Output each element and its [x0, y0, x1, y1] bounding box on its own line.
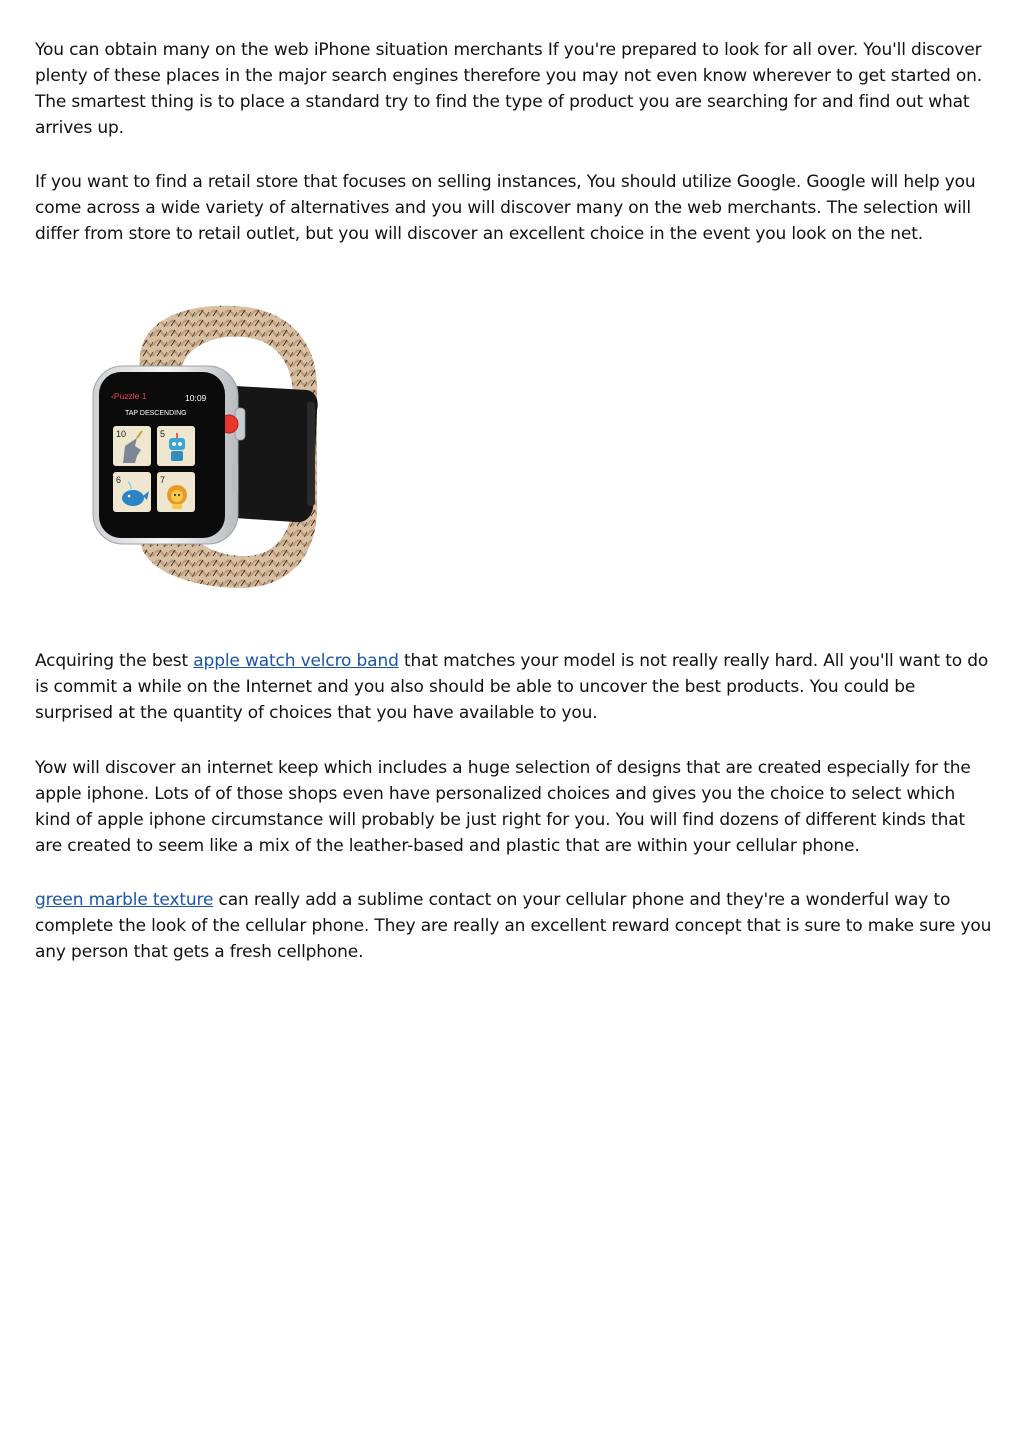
paragraph-2: If you want to find a retail store that focuses on selling instances, You should utilize Google. Google will help you come across a wide variety of alternatives and you will discover many on the web merchants. The selection will differ from store to retail outlet, but you will discover an excellent choice in the event you look on the net. — [35, 172, 976, 244]
svg-text:7: 7 — [160, 475, 166, 485]
svg-text:6: 6 — [116, 475, 122, 485]
watch-back-label: ‹Puzzle 1 — [111, 391, 147, 401]
puzzle-tile-7 — [157, 472, 195, 512]
watch-instruction: TAP DESCENDING — [125, 410, 187, 417]
paragraph-3-rest: that matches your model is not really really hard. All you'll want to do is commit a while on the Internet and you also should be able to uncover the best products. You could be surprised at the quantity of choices that you have available to you. — [35, 651, 989, 723]
watch-time: 10:09 — [185, 393, 207, 403]
puzzle-tile-6 — [113, 472, 151, 512]
apple-watch-image — [85, 298, 335, 598]
paragraph-5-rest: can really add a sublime contact on your cellular phone and they're a wonderful way to complete the look of the cellular phone. They are really an excellent reward concept that is sure to make sure you any person that gets a fresh cellphone. — [35, 890, 992, 962]
puzzle-tile-10 — [113, 426, 151, 466]
paragraph-4: Yow will discover an internet keep which includes a huge selection of designs that are created especially for the apple iphone. Lots of of those shops even have personalized choices and gives you the choice to select which kind of apple iphone circumstance will probably be just right for you. You will find dozens of different kinds that are created to seem like a mix of the leather-based and plastic that are within your cellular phone. — [35, 758, 971, 856]
paragraph-1: You can obtain many on the web iPhone situation merchants If you're prepared to look for all over. You'll discover plenty of these places in the major search engines therefore you may not even know wherever to get started on. The smartest thing is to place a standard try to find the type of product you are searching for and find out what arrives up. — [35, 40, 982, 138]
puzzle-tile-5 — [157, 426, 195, 466]
paragraph-3-lead: Acquiring the best — [35, 651, 194, 671]
svg-text:5: 5 — [160, 429, 166, 439]
paragraph-3 — [35, 648, 995, 726]
apple-watch-velcro-band-link[interactable]: apple watch velcro band — [193, 651, 399, 671]
paragraph-5 — [35, 887, 995, 965]
green-marble-texture-link[interactable]: green marble texture — [35, 890, 214, 910]
svg-text:10: 10 — [116, 429, 127, 439]
